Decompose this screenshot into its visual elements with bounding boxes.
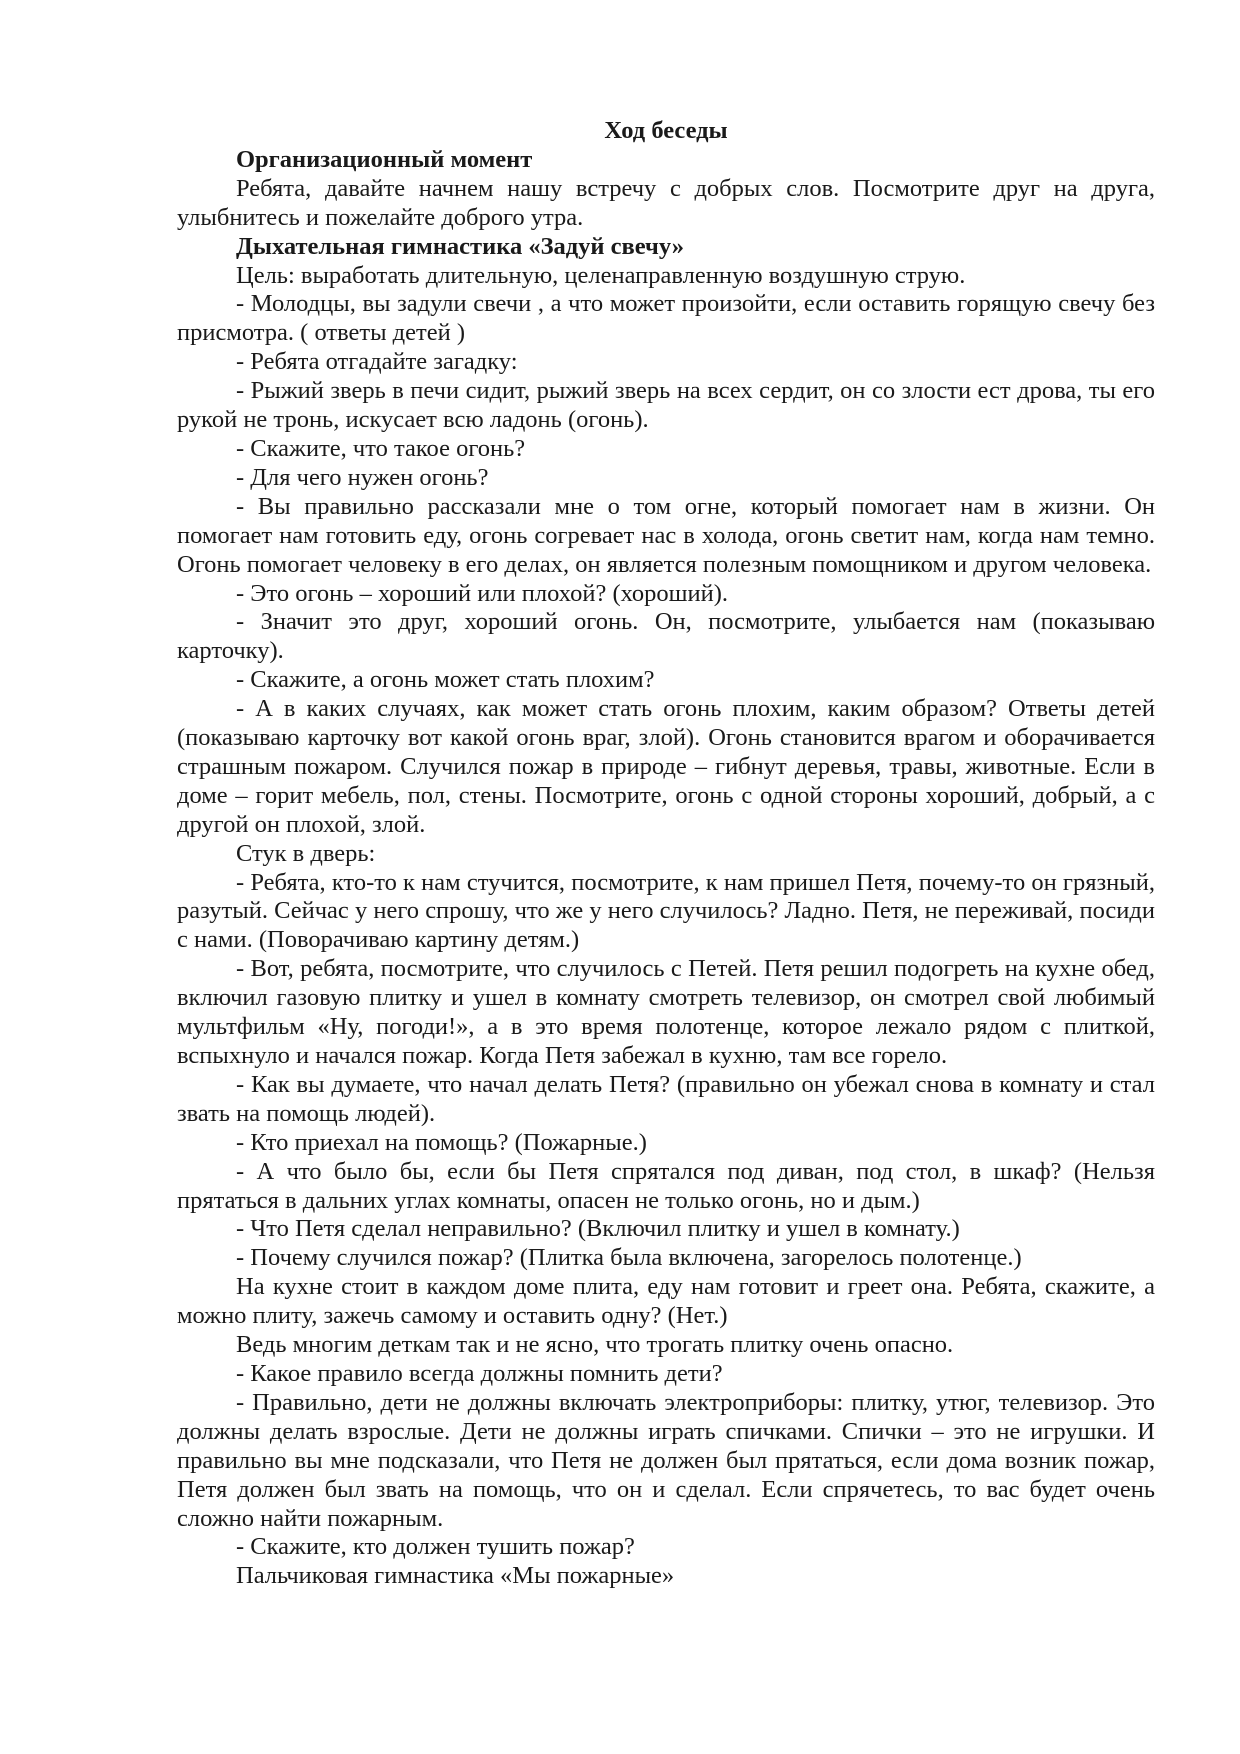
paragraph: - Какое правило всегда должны помнить дети? xyxy=(236,1359,723,1387)
paragraph: - Что Петя сделал неправильно? (Включил плитку и ушел в комнату.) xyxy=(236,1215,960,1243)
paragraph: - Как вы думаете, что начал делать Петя? (правильно он убежал снова в комнату и стал звать на помощь людей). xyxy=(177,1070,1155,1127)
paragraph: - А что было бы, если бы Петя спрятался под диван, под стол, в шкаф? (Нельзя прятаться в дальних углах комнаты, опасен не только огонь, но и дым.) xyxy=(177,1157,1155,1214)
paragraph: - Вы правильно рассказали мне о том огне, который помогает нам в жизни. Он помогает нам готовить еду, огонь согревает нас в холода, огонь светит нам, когда нам темно. Огонь помогает человеку в его делах, он является полезным помощником и другом человека. xyxy=(177,492,1155,578)
paragraph: Пальчиковая гимнастика «Мы пожарные» xyxy=(236,1562,675,1590)
paragraph: - А в каких случаях, как может стать огонь плохим, каким образом? Ответы детей (показываю карточку вот какой огонь враг, злой). Огонь становится врагом и оборачивается страшным пожаром. Случился пожар в природе – гибнут деревья, травы, животные. Если в доме – горит мебель, пол, стены. Посмотрите, огонь с одной стороны хороший, добрый, а с другой он плохой, злой. xyxy=(177,695,1155,838)
paragraph: - Рыжий зверь в печи сидит, рыжий зверь на всех сердит, он со злости ест дрова, ты его рукой не тронь, искусает всю ладонь (огонь). xyxy=(177,377,1155,434)
section-heading: Организационный момент xyxy=(236,145,533,173)
paragraph: - Почему случился пожар? (Плитка была включена, загорелось полотенце.) xyxy=(236,1244,1022,1272)
paragraph: Ребята, давайте начнем нашу встречу с добрых слов. Посмотрите друг на друга, улыбнитесь и пожелайте доброго утра. xyxy=(177,174,1155,231)
paragraph: - Ребята, кто-то к нам стучится, посмотрите, к нам пришел Петя, почему-то он грязный, разутый. Сейчас у него спрошу, что же у него случилось? Ладно. Петя, не переживай, посиди с нами. (Поворачиваю картину детям.) xyxy=(177,868,1155,954)
paragraph: - Кто приехал на помощь? (Пожарные.) xyxy=(236,1128,647,1156)
paragraph: - Это огонь – хороший или плохой? (хороший). xyxy=(236,579,729,607)
paragraph: - Скажите, что такое огонь? xyxy=(236,434,526,462)
paragraph: - Скажите, а огонь может стать плохим? xyxy=(236,666,655,694)
paragraph: - Молодцы, вы задули свечи , а что может произойти, если оставить горящую свечу без присмотра. ( ответы детей ) xyxy=(177,290,1155,347)
paragraph: Ведь многим деткам так и не ясно, что трогать плитку очень опасно. xyxy=(236,1331,954,1359)
paragraph: - Для чего нужен огонь? xyxy=(236,463,489,491)
paragraph: - Вот, ребята, посмотрите, что случилось с Петей. Петя решил подогреть на кухне обед, включил газовую плитку и ушел в комнату смотреть телевизор, он смотрел свой любимый мультфильм «Ну, погоди!», а в это время полотенце, которое лежало рядом с плиткой, вспыхнуло и начался пожар. Когда Петя забежал в кухню, там все горело. xyxy=(177,955,1155,1069)
document-body xyxy=(177,117,1155,1591)
paragraph: - Скажите, кто должен тушить пожар? xyxy=(236,1533,635,1561)
paragraph-list xyxy=(177,146,1155,1591)
section-heading: Дыхательная гимнастика «Задуй свечу» xyxy=(236,232,684,260)
paragraph: - Правильно, дети не должны включать электроприборы: плитку, утюг, телевизор. Это должны делать взрослые. Дети не должны играть спичками. Спички – это не игрушки. И правильно вы мне подсказали, что Петя не должен был прятаться, если дома возник пожар, Петя должен был звать на помощь, что он и сделал. Если спрячетесь, то вас будет очень сложно найти пожарным. xyxy=(177,1388,1155,1532)
paragraph: - Значит это друг, хороший огонь. Он, посмотрите, улыбается нам (показываю карточку). xyxy=(177,608,1155,665)
paragraph: На кухне стоит в каждом доме плита, еду нам готовит и греет она. Ребята, скажите, а можно плиту, зажечь самому и оставить одну? (Нет.) xyxy=(177,1273,1155,1330)
paragraph: - Ребята отгадайте загадку: xyxy=(236,348,518,376)
document-title: Ход беседы xyxy=(604,117,728,144)
paragraph: Стук в дверь: xyxy=(236,839,376,867)
paragraph: Цель: выработать длительную, целенаправленную воздушную струю. xyxy=(236,261,966,289)
